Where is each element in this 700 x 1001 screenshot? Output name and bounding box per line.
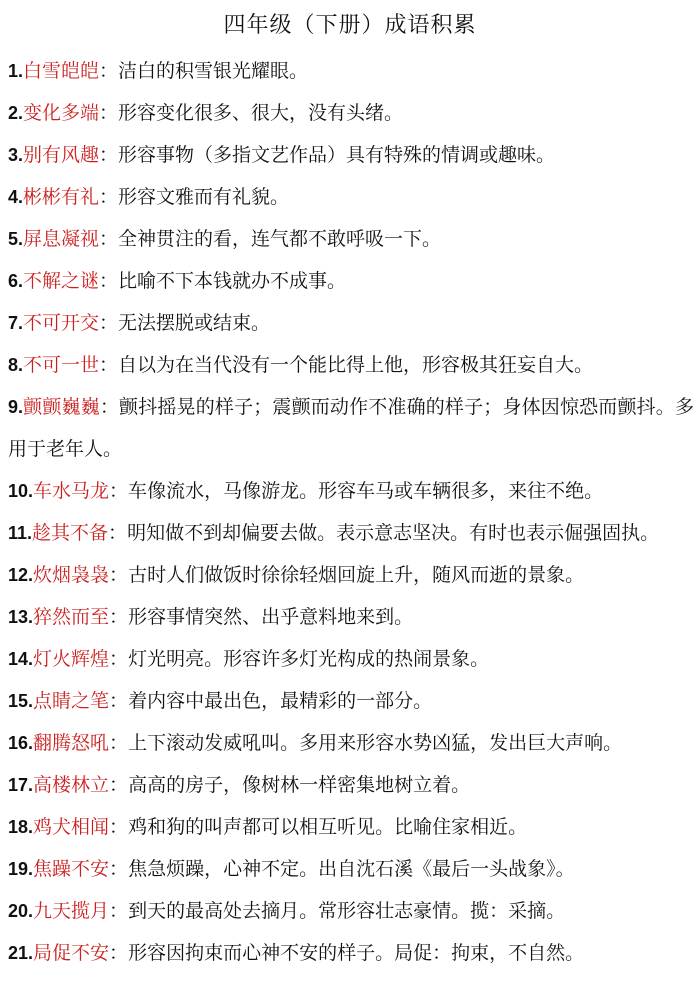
idiom-definition: 灯光明亮。形容许多灯光构成的热闹景象。: [128, 648, 490, 670]
idiom-definition: 车像流水，马像游龙。形容车马或车辆很多，来往不绝。: [128, 480, 604, 502]
entry-colon: ：: [109, 858, 129, 880]
idiom-definition: 焦急烦躁，心神不定。出自沈石溪《最后一头战象》。: [128, 858, 575, 880]
entry-colon: ：: [99, 270, 119, 292]
idiom-definition: 自以为在当代没有一个能比得上他，形容极其狂妄自大。: [118, 354, 594, 376]
idiom-term: 彬彬有礼: [23, 186, 100, 208]
entry-number: 8.: [8, 355, 24, 375]
entry-number: 17.: [8, 775, 34, 795]
idiom-definition: 上下滚动发威吼叫。多用来形容水势凶猛，发出巨大声响。: [128, 732, 623, 754]
entry-colon: ：: [99, 186, 119, 208]
entry-colon: ：: [109, 480, 129, 502]
entry-number: 6.: [8, 271, 24, 291]
idiom-entry-8: [8, 344, 694, 386]
entry-number: 16.: [8, 733, 34, 753]
idiom-term: 颤颤巍巍: [23, 396, 100, 418]
idiom-entry-17: [8, 764, 694, 806]
idiom-entry-19: [8, 848, 694, 890]
entry-number: 11.: [8, 523, 33, 543]
idiom-definition: 到天的最高处去摘月。常形容壮志豪情。揽：采摘。: [128, 900, 566, 922]
idiom-definition: 形容事情突然、出乎意料地来到。: [128, 606, 414, 628]
idiom-entry-1: [8, 50, 694, 92]
idiom-term: 白雪皑皑: [23, 60, 100, 82]
idiom-term: 点睛之笔: [33, 690, 110, 712]
idiom-definition: 鸡和狗的叫声都可以相互听见。比喻住家相近。: [128, 816, 528, 838]
idiom-entry-4: [8, 176, 694, 218]
idiom-entry-21: [8, 932, 694, 974]
idiom-term: 焦躁不安: [33, 858, 110, 880]
entry-colon: ：: [109, 648, 129, 670]
idiom-entry-9: [8, 386, 694, 470]
idiom-entry-2: [8, 92, 694, 134]
idiom-definition: 颤抖摇晃的样子；震颤而动作不准确的样子；身体因惊恐而颤抖。多用于老年人。: [8, 396, 694, 460]
idiom-definition: 高高的房子，像树林一样密集地树立着。: [128, 774, 471, 796]
idiom-entry-15: [8, 680, 694, 722]
idiom-term: 翻腾怒吼: [33, 732, 110, 754]
idiom-entry-11: [8, 512, 694, 554]
entry-number: 4.: [8, 187, 24, 207]
entry-colon: ：: [99, 102, 119, 124]
entry-colon: ：: [99, 144, 119, 166]
entry-number: 19.: [8, 859, 34, 879]
idiom-entry-20: [8, 890, 694, 932]
entry-number: 1.: [8, 61, 24, 81]
idiom-term: 不可一世: [23, 354, 100, 376]
entry-number: 13.: [8, 607, 34, 627]
entry-number: 10.: [8, 481, 34, 501]
entry-colon: ：: [109, 732, 129, 754]
idiom-term: 别有风趣: [23, 144, 100, 166]
entry-colon: ：: [109, 900, 129, 922]
entry-colon: ：: [99, 228, 119, 250]
idiom-term: 九天揽月: [33, 900, 110, 922]
idiom-entry-18: [8, 806, 694, 848]
idiom-term: 屏息凝视: [23, 228, 100, 250]
idiom-definition: 着内容中最出色，最精彩的一部分。: [128, 690, 433, 712]
page-title: 四年级（下册）成语积累: [223, 13, 477, 38]
entry-colon: ：: [109, 606, 129, 628]
entry-number: 7.: [8, 313, 24, 333]
idiom-definition: 全神贯注的看，连气都不敢呼吸一下。: [118, 228, 442, 250]
idiom-term: 鸡犬相闻: [33, 816, 110, 838]
idiom-term: 车水马龙: [33, 480, 110, 502]
idiom-term: 不解之谜: [23, 270, 100, 292]
entry-number: 20.: [8, 901, 34, 921]
idiom-term: 变化多端: [23, 102, 100, 124]
entry-colon: ：: [109, 774, 129, 796]
idiom-entry-6: [8, 260, 694, 302]
idiom-definition: 洁白的积雪银光耀眼。: [118, 60, 309, 82]
entry-colon: ：: [109, 942, 129, 964]
entry-colon: ：: [99, 312, 119, 334]
idiom-list: [8, 50, 694, 974]
idiom-entry-7: [8, 302, 694, 344]
idiom-term: 高楼林立: [33, 774, 110, 796]
idiom-definition: 无法摆脱或结束。: [118, 312, 271, 334]
entry-number: 12.: [8, 565, 34, 585]
entry-colon: ：: [109, 564, 129, 586]
idiom-definition: 形容事物（多指文艺作品）具有特殊的情调或趣味。: [118, 144, 556, 166]
idiom-term: 炊烟袅袅: [33, 564, 110, 586]
idiom-term: 猝然而至: [33, 606, 110, 628]
idiom-definition: 形容文雅而有礼貌。: [118, 186, 290, 208]
idiom-term: 不可开交: [23, 312, 100, 334]
idiom-definition: 古时人们做饭时徐徐轻烟回旋上升，随风而逝的景象。: [128, 564, 585, 586]
entry-number: 9.: [8, 397, 24, 417]
idiom-entry-12: [8, 554, 694, 596]
idiom-term: 局促不安: [33, 942, 110, 964]
entry-colon: ：: [99, 354, 119, 376]
idiom-entry-3: [8, 134, 694, 176]
entry-colon: ：: [109, 816, 129, 838]
idiom-definition: 形容因拘束而心神不安的样子。局促：拘束，不自然。: [128, 942, 585, 964]
entry-number: 2.: [8, 103, 24, 123]
idiom-definition: 形容变化很多、很大，没有头绪。: [118, 102, 404, 124]
entry-colon: ：: [99, 60, 119, 82]
entry-number: 18.: [8, 817, 34, 837]
entry-colon: ：: [108, 522, 128, 544]
entry-number: 3.: [8, 145, 24, 165]
idiom-entry-13: [8, 596, 694, 638]
idiom-definition: 明知做不到却偏要去做。表示意志坚决。有时也表示倔强固执。: [127, 522, 660, 544]
idiom-entry-14: [8, 638, 694, 680]
entry-number: 5.: [8, 229, 24, 249]
idiom-entry-5: [8, 218, 694, 260]
idiom-entry-10: [8, 470, 694, 512]
idiom-definition: 比喻不下本钱就办不成事。: [118, 270, 347, 292]
entry-number: 21.: [8, 943, 34, 963]
idiom-term: 灯火辉煌: [33, 648, 110, 670]
entry-colon: ：: [109, 690, 129, 712]
entry-colon: ：: [99, 396, 120, 418]
entry-number: 15.: [8, 691, 34, 711]
idiom-entry-16: [8, 722, 694, 764]
idiom-term: 趁其不备: [32, 522, 109, 544]
entry-number: 14.: [8, 649, 34, 669]
